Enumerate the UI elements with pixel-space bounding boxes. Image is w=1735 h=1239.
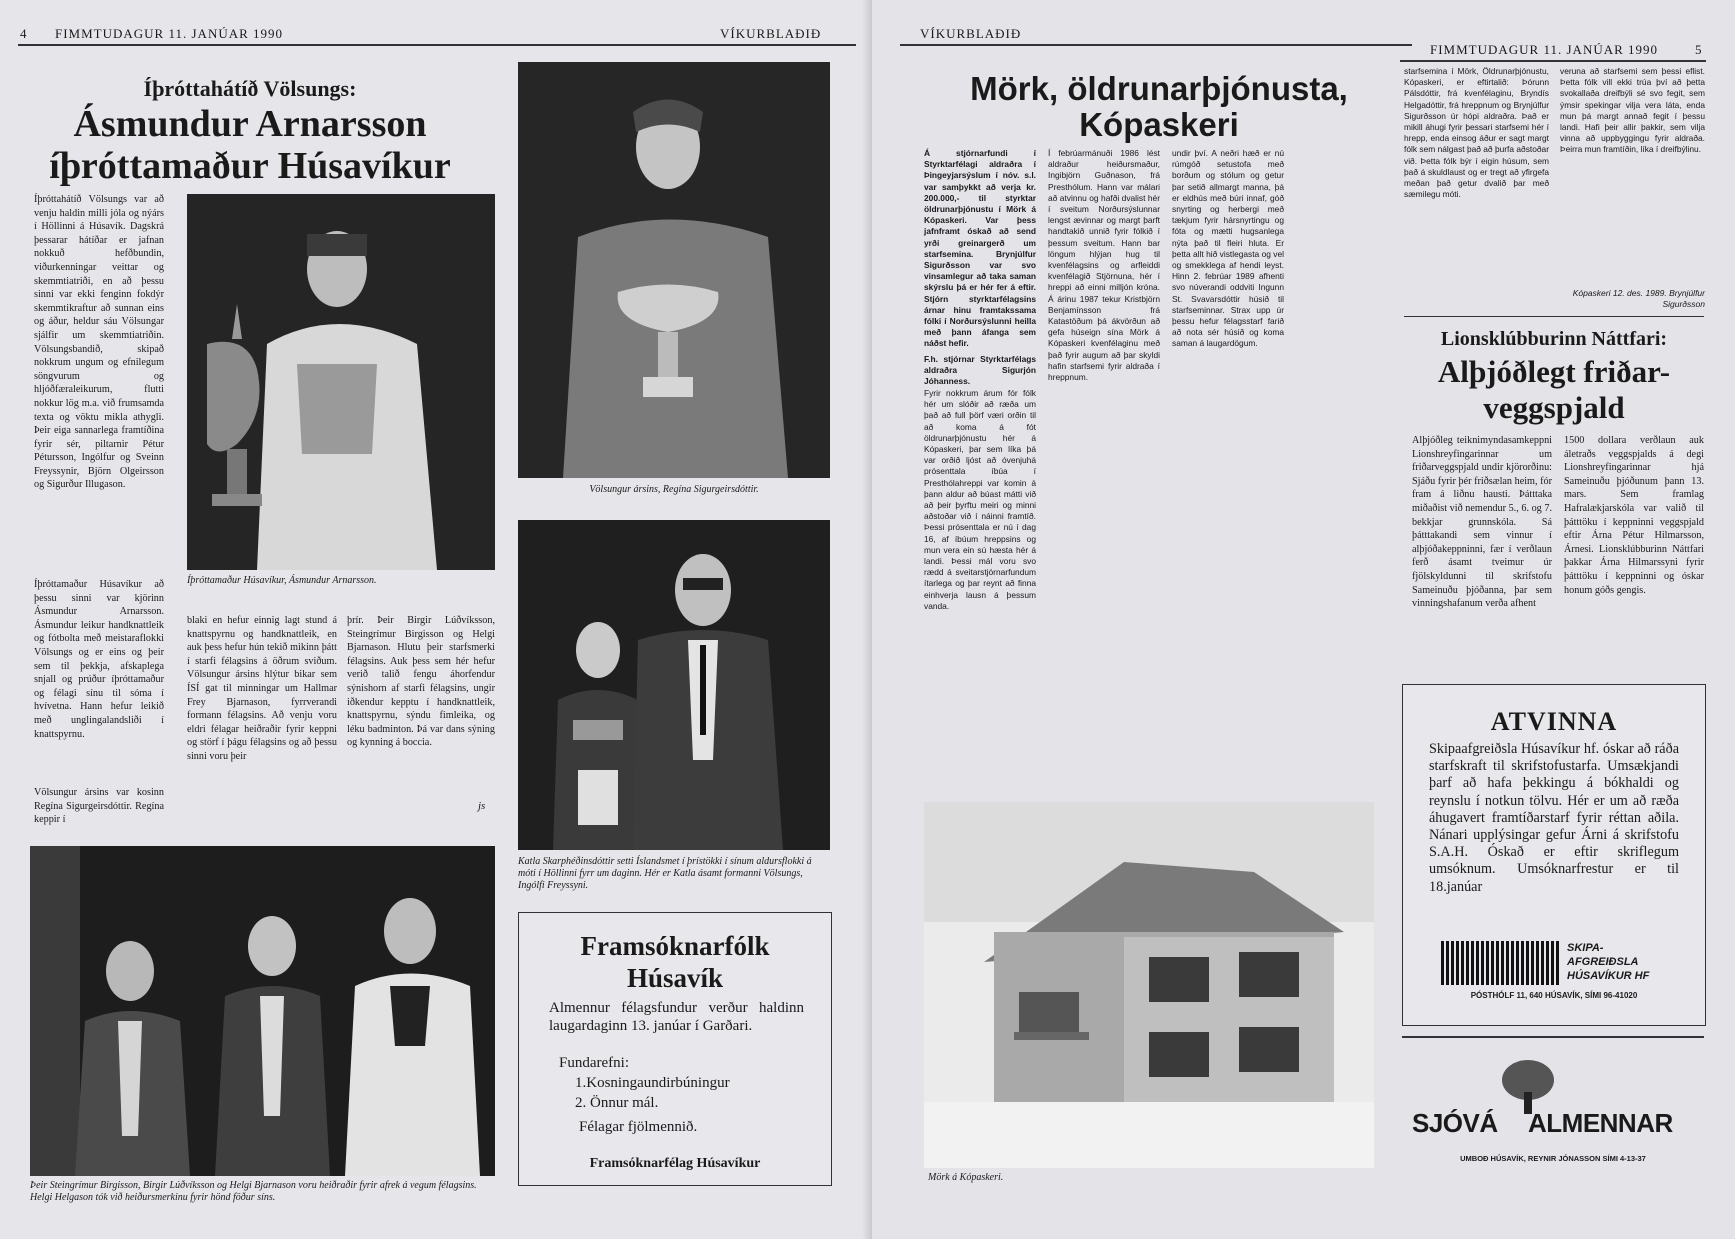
left-header-date: FIMMTUDAGUR 11. JANÚAR 1990 <box>55 26 284 41</box>
caption-asmundur: Íþróttamaður Húsavíkur, Ásmundur Arnarsson. <box>187 575 377 586</box>
right-page-number: 5 <box>1695 42 1703 57</box>
sjova-logo-right: ALMENNAR <box>1528 1108 1673 1138</box>
mork-lead-sign: F.h. stjórnar Styrktarfélags aldraðra Sigurjón Jóhanness. <box>924 354 1036 387</box>
lions-headline-1: Alþjóðlegt friðar- <box>1437 354 1671 389</box>
sjova-line: UMBOÐ HÚSAVÍK, REYNIR JÓNASSON SÍMI 4-13-37 <box>1460 1154 1646 1163</box>
caption-regina: Völsungur ársins, Regína Sigurgeirsdóttir. <box>589 484 759 495</box>
left-header-paper: VÍKURBLAÐIÐ <box>720 26 822 41</box>
mork-headline-2: Kópaskeri <box>1079 106 1239 143</box>
sport-column-2: blaki en hefur einnig lagt stund á knattspyrnu og handknattleik, en auk þess hefur hún tekið mikinn þátt í starfi félagsins á öðrum sviðum. Völsungur ársins hlýtur bikar sem ÍSÍ gat til minningar um Hallmar Frey Bjarnason, fyrrverandi formann félagsins. Að venju voru eldri félagar heiðraðir fyrir keppni og störf í þágu félagsins og að þessu sinni voru þeir <box>187 615 337 762</box>
mork-column-5-sign: Kópaskeri 12. des. 1989. Brynjúlfur Sigurðsson <box>1572 288 1705 309</box>
sah-logo-line-1: SKIPA- <box>1567 942 1604 954</box>
sport-column-1b: Íþróttamaður Húsavíkur að þessu sinni var kjörinn Ásmundur Arnarsson. Ásmundur leikur handknattleik og fótbolta með meistaraflokki Völsungs og er eins og þeir sem til þekkja, afskaplega snjall og prúður íþróttamaður og félagi sínu til sóma í hvívetna. Hann hefur leikið með unglingalandsliði í knattspyrnu. <box>34 579 164 740</box>
sah-logo-text <box>1567 941 1649 983</box>
mork-column-5: veruna að starfsemi sem þessi eflist. Þetta fólk vill ekki trúa því að þetta svokallaða dreifbýli sé svo fegit, sem ýmsir spekingar vilja vera láta, enda mun þá margt annað fegit í þessu landi. Hafi þeir allir þakkir, sem vilja vinna að uppbyggingu fyrir aldraða. Þeirra mun framtíðin, líka í dreifbýlinu. <box>1560 66 1705 155</box>
lions-kicker: Lionsklúbburinn Náttfari: <box>1440 328 1668 350</box>
right-header-paper: VÍKURBLAÐIÐ <box>920 26 1022 41</box>
sport-headline-2: íþróttamaður Húsavíkur <box>49 145 451 187</box>
framsokn-agenda-label: Fundarefni: <box>559 1055 629 1071</box>
mork-column-4: starfsemina í Mörk, Öldrunarþjónustu, Kópaskeri, er eftirtalið: Þórunn Pálsdóttir, frá kvenfélaginu, Bryndís Helgadóttir, frá hreppnum og Brynjúlfur Sigurðsson úr hópi aldraðra. Það er mikill áhugi fyrir þessari starfsemi hér í hrepp, enda einsog áður er sagt margt fólk sem nálgast það að þurfa aðstoðar við. Þetta fólk býr í eigin húsum, sem það á skuldlaust og er tregt að yfirgefa meðan það getur dvalið þar með sæmilegu móti. <box>1404 66 1549 200</box>
lions-column-2: 1500 dollara verðlaun auk áletraðs veggspjalds á degi Lionshreyfingarinnar hjá Sameinuðu þjóðunum þann 13. mars. Sem framlag Hafralækjarskóla var valið til þátttöku í keppninni veggspjald eftir Árna Pétur Hilmarsson, Árnesi. Lionsklúbburinn Náttfari þakkar Árna Hilmarssyni fyrir þátttöku í keppninni og óskar honum góðs gengis. <box>1564 435 1704 596</box>
sah-logo-bars <box>1441 941 1561 985</box>
mork-headline-1: Mörk, öldrunarþjónusta, <box>970 70 1348 107</box>
lions-column-1: Alþjóðleg teiknimyndasamkeppni Lionshreyfingarinnar um friðarveggspjald undir kjörorðinu: Sjáðu fyrir þér friðsælan heim, fór fram á liðnu hausti. Þátttaka miðaðist við nemendur 5., 6. og 7. bekkjar grunnskóla. Sá þátttakandi sem vinnur í alþjóðakeppninni, fær í verðlaun ferð ásamt tveimur úr fjölskyldunni til skrifstofu Sameinuðu þjóðanna, þar sem vinningshafanum verða afhent <box>1412 435 1552 610</box>
caption-katla: Katla Skarphéðinsdóttir setti Íslandsmet í þrístökki í sínum aldursflokki á móti í Höllinni fyrr um daginn. Hér er Katla ásamt formanni Völsungs, Ingólfi Freyssyni. <box>518 856 812 891</box>
right-header-rule-right <box>1400 60 1706 62</box>
photo-asmundur <box>187 194 495 570</box>
lions-headline-2: veggspjald <box>1483 390 1625 425</box>
framsokn-sign: Framsóknarfélag Húsavíkur <box>589 1156 761 1171</box>
mork-lead: Á stjórnarfundi í Styrktarfélagi aldraðra í Þingeyjarsýslum í nóv. s.l. var samþykkt að verja kr. 200.000,- til styrktar öldrunarþjónustu í Mörk á Kópaskeri. Var þess jafnframt óskað að send yrði greinargerð um starfsemina. Brynjúlfur Sigurðsson var svo vinsamlegur að taka saman skýrslu þá er hér fer á eftir. Stjórn styrktarfélagsins árnar hinu framtakssama fólki í Norðursýslunni heilla með þann áfanga sem náðst hefir. <box>924 148 1036 349</box>
sport-column-1c: Völsungur ársins var kosinn Regína Sigurgeirsdóttir. Regína keppir í <box>34 787 164 826</box>
sport-column-3: þrír. Þeir Birgir Lúðvíksson, Steingrímur Birgisson og Helgi Bjarnason. Hlutu þeir starfsmerki félagsins. Auk þess sem hér hefur verið talið fengu áhorfendur sýnishorn af starfi félagsins, ungir iðkendur kepptu í handknattleik, knattspyrnu, sýndu fimleika, og léku badminton. Þá var dans sýning og kynning á boccia. <box>347 615 495 749</box>
mork-column-3: undir því. A neðri hæð er nú rúmgóð setustofa með borðum og stólum og getur þar setið allmargt manna, þá er eldhús með búri innaf, góð snyrting og herbergi með tækjum fyrir hársnyrtingu og fóta og mætti hugsanlega nýta það til fleiri hluta. Er þetta allt hið vistlegasta og vel og smekklega af hendi leyst. Hinn 2. febrúar 1989 afhenti svo núverandi oddviti Ingunn St. Svavarsdóttir húsið til starfseminnar. Strax upp úr þessu hefur félagsstarf farið að nota sér húsið og koma saman á laugardögum. <box>1172 148 1284 349</box>
caption-three-men: Þeir Steingrímur Birgisson, Birgir Lúðvíksson og Helgi Bjarnason voru heiðraðir fyrir afrek á vegum félagsins. Helgi Helgason tók við heiðursmerkinu fyrir hönd föður síns. <box>30 1180 477 1203</box>
sah-logo-line-2: AFGREIÐSLA <box>1567 956 1639 968</box>
atvinna-ad <box>1402 684 1706 1026</box>
sport-headline-1: Ásmundur Arnarsson <box>73 103 427 145</box>
photo-katla <box>518 520 830 850</box>
sport-kicker: Íþróttahátíð Völsungs: <box>143 76 357 101</box>
photo-mork-house <box>924 802 1374 1168</box>
framsokn-title-1: Framsóknarfólk <box>580 931 770 961</box>
framsokn-ad <box>518 912 832 1186</box>
lions-top-rule <box>1404 316 1704 317</box>
tree-icon <box>1498 1056 1558 1116</box>
left-header-rule <box>18 44 856 46</box>
sjova-logo-left: SJÓVÁ <box>1412 1108 1498 1138</box>
framsokn-closing: Félagar fjölmennið. <box>579 1119 698 1135</box>
framsokn-item-2: 2. Önnur mál. <box>575 1095 659 1111</box>
sport-column-1: Íþróttahátíð Völsungs var að venju haldin milli jóla og nýárs í Höllinni á Húsavík. Dagskrá þessarar hátíðar er jafnan nokkuð hefðbundin, viðurkenningar veittar og skemmtiatriði, en að þessu sinni var ekki fenginn fokdýr skemmtikraftur að sunnan eins og áður, heldur sáu Völsungar sjálfir um skemmtiatriðin. Völsungsbandið, skipað nokkrum ungum og efnilegum söngvurum og hljóðfæraleikurum, flutti nokkur lög m.a. við frumsamda texta og vöktu mikla athygli. Þeir eiga sannarlega framtíðina fyrir sér, piltarnir Pétur Pétursson, Ingólfur og Sveinn Freyssynir, Björn Olgeirsson og Sigurður Illugason. <box>34 194 164 491</box>
photo-three-men <box>30 846 495 1176</box>
right-header-rule-left <box>900 44 1412 46</box>
framsokn-item-1: 1.Kosningaundirbúningur <box>575 1075 730 1091</box>
photo-regina <box>518 62 830 478</box>
sjova-ad <box>1402 1036 1704 1178</box>
framsokn-title-2: Húsavík <box>626 963 724 993</box>
right-header-date: FIMMTUDAGUR 11. JANÚAR 1990 <box>1430 42 1659 57</box>
atvinna-title: ATVINNA <box>1490 707 1618 736</box>
left-page-number: 4 <box>20 26 28 41</box>
sport-signature: js <box>478 800 486 812</box>
right-page <box>872 0 1735 1239</box>
caption-mork-house: Mörk á Kópaskeri. <box>928 1172 1004 1183</box>
mork-column-1: Fyrir nokkrum árum fór fólk hér um slóðir að ræða um það að full þörf væri orðin til að koma á fót öldrunarþjónustu hér á Kópaskeri, þar sem líka þá var orðið ljóst að óvenjuhá prósenttala íbúa í Presthólahreppi var komin á þann aldur að búast mátti við að þeir þyrftu meiri og minni aðstoðar við í náinni framtíð. Þessi prósenttala er nú í dag 16, af íbúum hreppsins og mun vera ein sú hæsta hér á landi. Þessi mál voru svo rædd á sveitarstjórnarfundum ítarlega og þar reynt að finna einhverja lausn á þessum vanda. <box>924 388 1036 611</box>
atvinna-body: Skipaafgreiðsla Húsavíkur hf. óskar að ráða starfskraft til skrifstofustarfa. Umsækjandi þarf að hafa þekkingu á bókhaldi og reynslu í notkun tölvu. Hér er um að ræða áhugavert framtíðarstarf fyrir réttan aðila. Nánari upplýsingar gefur Árni á skrifstofu S.A.H. Óskað er eftir skriflegum umsóknum. Umsóknarfrestur er til 18.janúar <box>1429 741 1679 895</box>
mork-column-2: Í febrúarmánuði 1986 lést aldraður heiðursmaður, Ingibjörn Guðnason, frá Presthólum. Hann var málari að atvinnu og hafði dvalist hér í sveitum Norðursýslunnar lengst ævinnar og margt þarft handtakið unnið fyrir fólkið í þessum sveitum. Hann bar löngum hlýjan hug til kvenfélagsins og arfleiddi kvenfélagið Stjörnuna, hér í hreppi að einni milljón króna. Á árinu 1987 tekur Kristbjörn Benjamínsson frá Katastöðum þá ákvörðun að gefa húseign sína Mörk á Kópaskeri kvenfélaginu með það fyrir augum að þar skyldi hafin starfsemi fyrir aldraða í hreppnum. <box>1048 148 1160 383</box>
framsokn-body: Almennur félagsfundur verður haldinn laugardaginn 13. janúar í Garðari. <box>549 1000 804 1034</box>
sah-logo-line-3: HÚSAVÍKUR HF <box>1567 970 1650 982</box>
atvinna-address: PÓSTHÓLF 11, 640 HÚSAVÍK, SÍMI 96-41020 <box>1470 991 1638 1000</box>
